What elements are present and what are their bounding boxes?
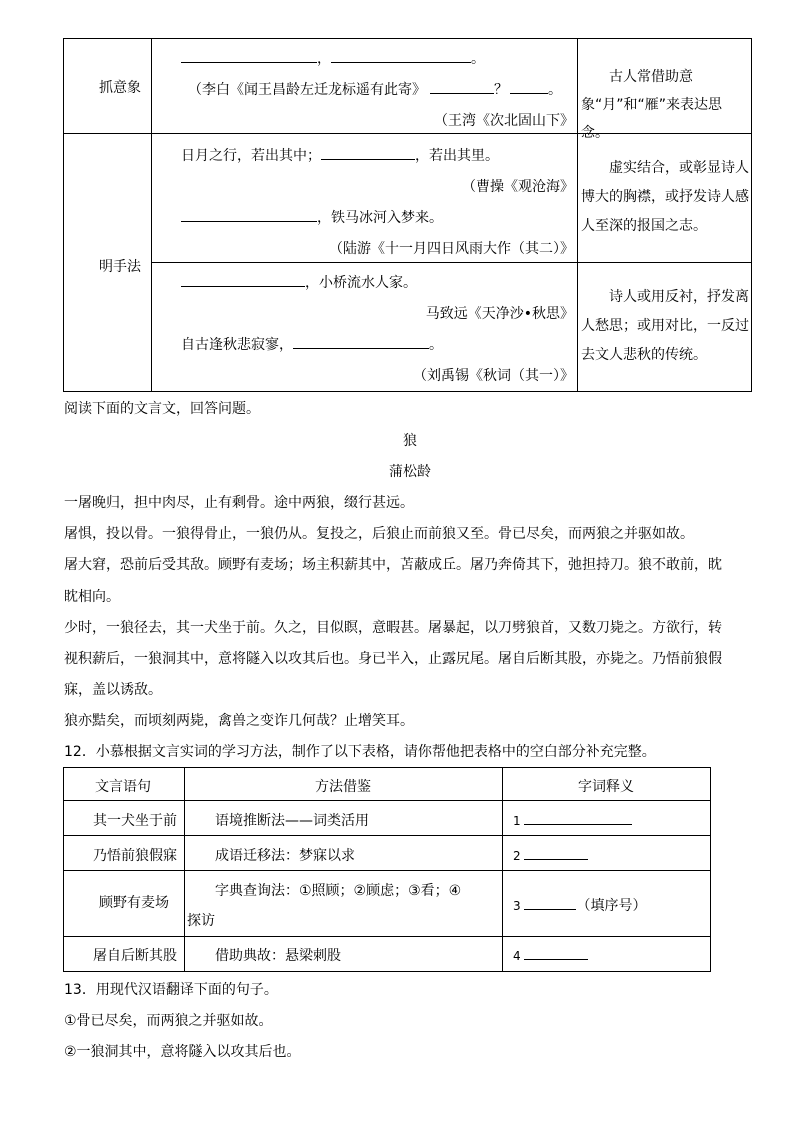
poem-source: （陆游《十一月四日风雨大作（其二）》 bbox=[329, 241, 574, 257]
passage-paragraph: 一屠晚归，担中肉尽，止有剩骨。途中两狼，缀行甚远。 bbox=[64, 495, 414, 511]
table-row-method-cont: 探访 bbox=[187, 913, 215, 929]
answer-blank[interactable] bbox=[181, 48, 317, 63]
passage-paragraph: 屠大窘，恐前后受其敌。顾野有麦场；场主积薪其中，苫蔽成丘。屠乃奔倚其下，弛担持刀。狼不敢前，眈 bbox=[64, 557, 722, 573]
passage-paragraph: 屠惧，投以骨。一狼得骨止，一狼仍从。复投之，后狼止而前狼又至。骨已尽矣，而两狼之并驱如故。 bbox=[64, 526, 694, 542]
answer-blank[interactable] bbox=[430, 79, 494, 94]
answer-blank[interactable] bbox=[510, 79, 548, 94]
answer-blank[interactable] bbox=[331, 48, 471, 63]
table-row-answer: 2 bbox=[513, 847, 588, 863]
table-row-sentence: 顾野有麦场 bbox=[99, 895, 169, 911]
passage-paragraph-cont: 寐，盖以诱敌。 bbox=[64, 682, 162, 698]
answer-blank[interactable] bbox=[321, 145, 415, 160]
table-row-sentence: 屠自后断其股 bbox=[93, 948, 177, 964]
table-row-answer: 1 bbox=[513, 812, 632, 828]
passage-paragraph-cont: 视积薪后，一狼洞其中，意将隧入以攻其后也。身已半入，止露尻尾。屠自后断其股，亦毙之。乃悟前狼假 bbox=[64, 651, 722, 667]
passage-title: 狼 bbox=[403, 433, 417, 449]
table-row-method: 借助典故：悬梁刺股 bbox=[215, 948, 341, 964]
poem-source: 马致远《天净沙•秋思》 bbox=[425, 306, 574, 322]
note-imagery: 古人常借助意象“月”和“雁”来表达思念。 bbox=[581, 69, 723, 141]
header-meaning: 字词释义 bbox=[578, 779, 634, 795]
table-row-answer: 3 （填序号） bbox=[513, 898, 647, 914]
answer-blank[interactable] bbox=[293, 334, 429, 349]
note-technique-b: 诗人或用反衬，抒发离人愁思；或用对比，一反过去文人悲秋的传统。 bbox=[581, 289, 749, 363]
note-technique-a: 虚实结合，或彰显诗人博大的胸襟，或抒发诗人感人至深的报国之志。 bbox=[581, 160, 749, 234]
vocab-table bbox=[63, 767, 710, 971]
question-12-prompt: 12．小慕根据文言实词的学习方法，制作了以下表格，请你帮他把表格中的空白部分补充完整。 bbox=[64, 744, 656, 760]
table-row-sentence: 其一犬坐于前 bbox=[93, 813, 177, 829]
poem-line: （李白《闻王昌龄左迁龙标遥有此寄》 ？ 。 bbox=[188, 79, 562, 99]
question-13-prompt: 13．用现代汉语翻译下面的句子。 bbox=[64, 982, 278, 998]
poem-source: （王湾《次北固山下》 bbox=[434, 113, 574, 129]
translation-item-1: ①骨已尽矣，而两狼之并驱如故。 bbox=[64, 1013, 273, 1029]
passage-paragraph: 狼亦黠矣，而顷刻两毙，禽兽之变诈几何哉？止增笑耳。 bbox=[64, 713, 414, 729]
translation-item-2: ②一狼洞其中，意将隧入以攻其后也。 bbox=[64, 1044, 301, 1060]
answer-blank[interactable] bbox=[524, 812, 632, 825]
poem-line: 自古逢秋悲寂寥， 。 bbox=[181, 334, 443, 354]
poem-line: ， 。 bbox=[181, 48, 485, 68]
passage-paragraph-cont: 眈相向。 bbox=[64, 589, 120, 605]
answer-blank[interactable] bbox=[181, 207, 317, 222]
table-row-sentence: 乃悟前狼假寐 bbox=[93, 848, 177, 864]
row-label-imagery: 抓意象 bbox=[99, 80, 141, 96]
poem-line: 日月之行，若出其中； ，若出其里。 bbox=[181, 145, 499, 165]
poetry-table bbox=[63, 38, 751, 391]
answer-blank[interactable] bbox=[524, 847, 588, 860]
passage-author: 蒲松龄 bbox=[389, 464, 431, 480]
answer-blank[interactable] bbox=[524, 947, 588, 960]
poem-source: （刘禹锡《秋词（其一）》 bbox=[413, 368, 574, 384]
poem-line: ，小桥流水人家。 bbox=[181, 272, 417, 292]
table-row-method: 成语迁移法：梦寐以求 bbox=[215, 848, 355, 864]
table-row-method: 字典查询法：①照顾；②顾虑；③看；④ bbox=[215, 883, 462, 899]
table-row-answer: 4 bbox=[513, 947, 588, 963]
row-label-technique: 明手法 bbox=[99, 259, 141, 275]
poem-source: （曹操《观沧海》 bbox=[462, 179, 574, 195]
answer-blank[interactable] bbox=[524, 897, 576, 910]
passage-paragraph: 少时，一狼径去，其一犬坐于前。久之，目似瞑，意暇甚。屠暴起，以刀劈狼首，又数刀毙之。方欲行，转 bbox=[64, 620, 722, 636]
header-sentence: 文言语句 bbox=[95, 779, 151, 795]
poem-line: ，铁马冰河入梦来。 bbox=[181, 207, 443, 227]
answer-blank[interactable] bbox=[181, 272, 305, 287]
table-row-method: 语境推断法——词类活用 bbox=[215, 813, 369, 829]
reading-instruction: 阅读下面的文言文，回答问题。 bbox=[64, 401, 260, 417]
header-method: 方法借鉴 bbox=[315, 779, 371, 795]
